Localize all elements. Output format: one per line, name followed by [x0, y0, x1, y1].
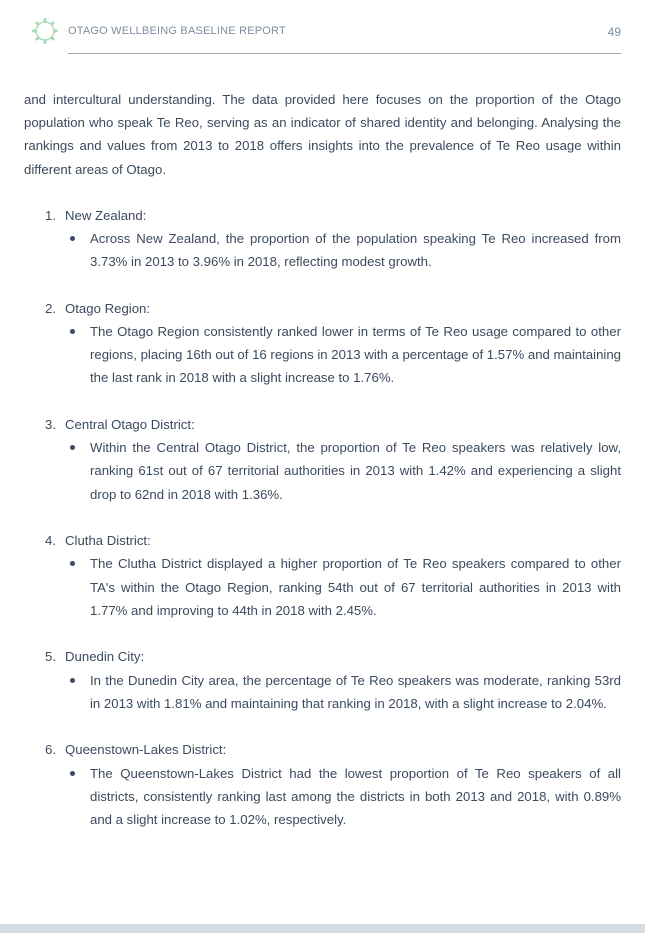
list-item — [24, 645, 621, 715]
district-list — [24, 204, 621, 831]
footer-band — [0, 924, 645, 933]
item-bullet-text: Within the Central Otago District, the proportion of Te Reo speakers was relatively low, ranking 61st out of 67 territorial authorities in 2013 with 1.42% and experiencing a slight drop to 62nd in 2018 with 1.36%. — [90, 440, 621, 502]
item-heading: Dunedin City: — [65, 649, 145, 665]
item-number: 2. — [45, 300, 56, 316]
item-heading: Clutha District: — [65, 533, 151, 549]
page-header — [0, 0, 645, 60]
list-item — [24, 413, 621, 506]
bullet-icon — [70, 445, 75, 450]
item-bullet-text: Across New Zealand, the proportion of the population speaking Te Reo increased from 3.73% in 2013 to 3.96% in 2018, reflecting modest growth. — [90, 231, 621, 270]
list-item — [24, 204, 621, 274]
item-bullet-text: The Clutha District displayed a higher proportion of Te Reo speakers compared to other TA's within the Otago Region, ranking 54th out of 67 territorial authorities in 2013 with 1.77% and improving to 44th in 2018 with 2.45%. — [90, 556, 621, 618]
report-title: OTAGO WELLBEING BASELINE REPORT — [68, 25, 286, 37]
item-bullet-text: The Queenstown-Lakes District had the lowest proportion of Te Reo speakers of all districts, consistently ranking last among the districts in both 2013 and 2018, with 0.89% and a slight increase to 1.02%, respectively. — [90, 765, 621, 828]
intro-paragraph: and intercultural understanding. The data provided here focuses on the proportion of the Otago population who speak Te Reo, serving as an indicator of shared identity and belonging. Analysing the rankings and values from 2013 to 2018 offers insights into the prevalence of Te Reo usage within different areas of Otago. — [24, 92, 621, 177]
list-item — [24, 738, 621, 831]
list-item — [24, 297, 621, 390]
list-item — [24, 529, 621, 622]
page-body — [24, 88, 621, 855]
bullet-icon — [70, 329, 75, 334]
header-divider — [68, 53, 621, 54]
leaf-wreath-logo-icon — [32, 18, 58, 44]
item-heading: New Zealand: — [65, 207, 147, 223]
item-number: 6. — [45, 742, 56, 758]
bullet-icon — [70, 678, 75, 683]
bullet-icon — [70, 561, 75, 566]
item-number: 3. — [45, 417, 56, 433]
item-bullet-text: The Otago Region consistently ranked lower in terms of Te Reo usage compared to other regions, placing 16th out of 16 regions in 2013 with a percentage of 1.57% and maintaining the last rank in 2018 with a slight increase to 1.76%. — [90, 324, 621, 386]
item-heading: Otago Region: — [65, 300, 151, 316]
item-heading: Central Otago District: — [65, 417, 195, 433]
item-heading: Queenstown-Lakes District: — [65, 742, 227, 758]
item-number: 4. — [45, 533, 56, 549]
bullet-icon — [70, 236, 75, 241]
bullet-icon — [70, 771, 75, 776]
item-number: 1. — [45, 207, 56, 223]
item-number: 5. — [45, 649, 56, 665]
item-bullet-text: In the Dunedin City area, the percentage of Te Reo speakers was moderate, ranking 53rd in 2013 with 1.81% and maintaining that ranking in 2018, with a slight increase to 2.04%. — [90, 672, 621, 711]
page-number: 49 — [607, 25, 621, 39]
